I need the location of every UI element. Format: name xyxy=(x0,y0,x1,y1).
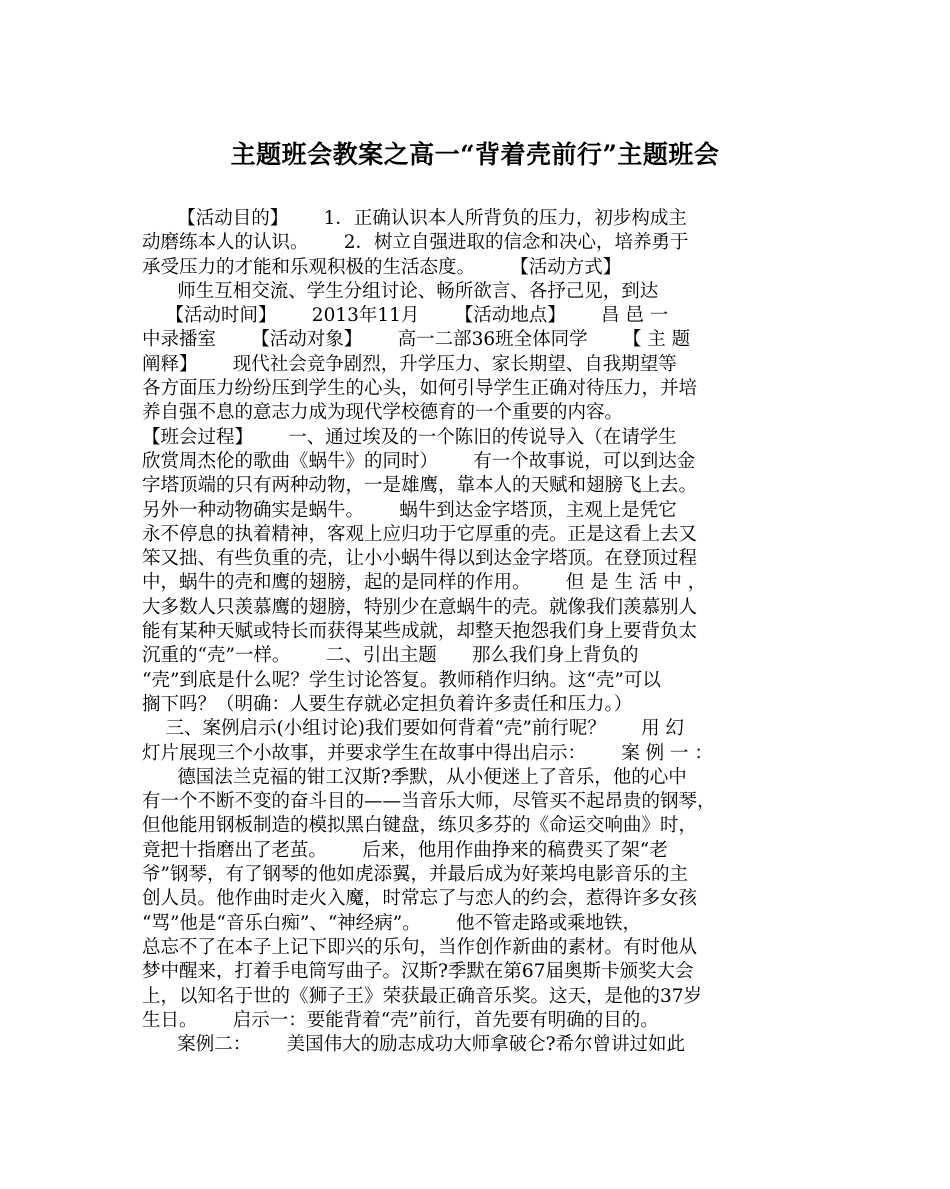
body-line: 大多数人只羡慕鹰的翅膀，特别少在意蜗牛的壳。就像我们羡慕别人 xyxy=(142,596,698,618)
body-line: 德国法兰克福的钳工汉斯?季默，从小便迷上了音乐，他的心中 xyxy=(142,766,687,788)
document-body xyxy=(142,207,812,1057)
body-line: 养自强不息的意志力成为现代学校德育的一个重要的内容。 xyxy=(142,402,624,424)
body-line: 梦中醒来，打着手电筒写曲子。汉斯?季默在第67届奥斯卡颁奖大会 xyxy=(142,961,694,983)
body-line: 字塔顶端的只有两种动物，一是雄鹰，靠本人的天赋和翅膀飞上去。 xyxy=(142,475,698,497)
body-line: 阐释】 现代社会竞争剧烈，升学压力、家长期望、自我期望等 xyxy=(142,353,677,375)
body-line: 沉重的“壳”一样。 二、引出主题 那么我们身上背负的 xyxy=(142,645,639,667)
body-line: 各方面压力纷纷压到学生的心头，如何引导学生正确对待压力，并培 xyxy=(142,378,698,400)
body-line: 竟把十指磨出了老茧。 后来，他用作曲挣来的稿费买了架“老 xyxy=(142,839,668,861)
body-line: 欣赏周杰伦的歌曲《蜗牛》的同时） 有一个故事说，可以到达金 xyxy=(142,450,696,472)
body-line: 三、案例启示(小组讨论)我们要如何背着“壳”前行呢？ 用 幻 xyxy=(142,718,685,740)
body-line: 笨又拙、有些负重的壳，让小小蜗牛得以到达金字塔顶。在登顶过程 xyxy=(142,548,698,570)
body-line: 案例二： 美国伟大的励志成功大师拿破仑?希尔曾讲过如此 xyxy=(142,1034,685,1056)
body-line: 但他能用钢板制造的模拟黑白键盘，练贝多芬的《命运交响曲》时， xyxy=(142,815,698,837)
body-line: “骂”他是“音乐白痴”、“神经病”。 他不管走路或乘地铁， xyxy=(142,912,642,934)
body-line: 【班会过程】 一、通过埃及的一个陈旧的传说导入（在请学生 xyxy=(142,426,677,448)
body-line: 生日。 启示一：要能背着“壳”前行，首先要有明确的目的。 xyxy=(142,1009,659,1031)
body-line: 总忘不了在本子上记下即兴的乐句，当作创作新曲的素材。有时他从 xyxy=(142,936,698,958)
body-line: 【活动时间】 2013年11月 【活动地点】 昌 邑 一 xyxy=(142,305,669,327)
body-line: “壳”到底是什么呢？学生讨论答复。教师稍作归纳。这“壳”可以 xyxy=(142,669,661,691)
body-line: 创人员。他作曲时走火入魔，时常忘了与恋人的约会，惹得许多女孩 xyxy=(142,888,698,910)
body-line: 搁下吗？（明确：人要生存就必定担负着许多责任和压力。） xyxy=(142,693,633,715)
document-title: 主题班会教案之高一“背着壳前行”主题班会 xyxy=(230,140,720,169)
body-line: 师生互相交流、学生分组讨论、畅所欲言、各抒己见，到达 xyxy=(142,280,659,302)
body-line: 中，蜗牛的壳和鹰的翅膀，起的是同样的作用。 但 是 生 活 中 ， xyxy=(142,572,707,594)
body-line: 永不停息的执着精神，客观上应归功于它厚重的壳。正是这看上去又 xyxy=(142,523,698,545)
body-line: 爷”钢琴，有了钢琴的他如虎添翼，并最后成为好莱坞电影音乐的主 xyxy=(142,864,688,886)
body-line: 承受压力的才能和乐观积极的生活态度。 【活动方式】 xyxy=(142,256,622,278)
body-line: 【活动目的】 1．正确认识本人所背负的压力，初步构成主 xyxy=(142,208,687,229)
body-line: 有一个不断不变的奋斗目的——当音乐大师，尽管买不起昂贵的钢琴， xyxy=(142,791,716,813)
body-line: 能有某种天赋或特长而获得某些成就，却整天抱怨我们身上要背负太 xyxy=(142,621,698,643)
body-line: 另外一种动物确实是蜗牛。 蜗牛到达金字塔顶，主观上是凭它 xyxy=(142,499,677,521)
body-line: 灯片展现三个小故事，并要求学生在故事中得出启示： 案 例 一 ： xyxy=(142,742,713,764)
body-line: 中录播室 【活动对象】 高一二部36班全体同学 【 主 题 xyxy=(142,329,691,351)
body-line: 上，以知名于世的《狮子王》荣获最正确音乐奖。这天，是他的37岁 xyxy=(142,985,703,1007)
body-line: 动磨练本人的认识。 2．树立自强进取的信念和决心，培养勇于 xyxy=(142,232,689,254)
